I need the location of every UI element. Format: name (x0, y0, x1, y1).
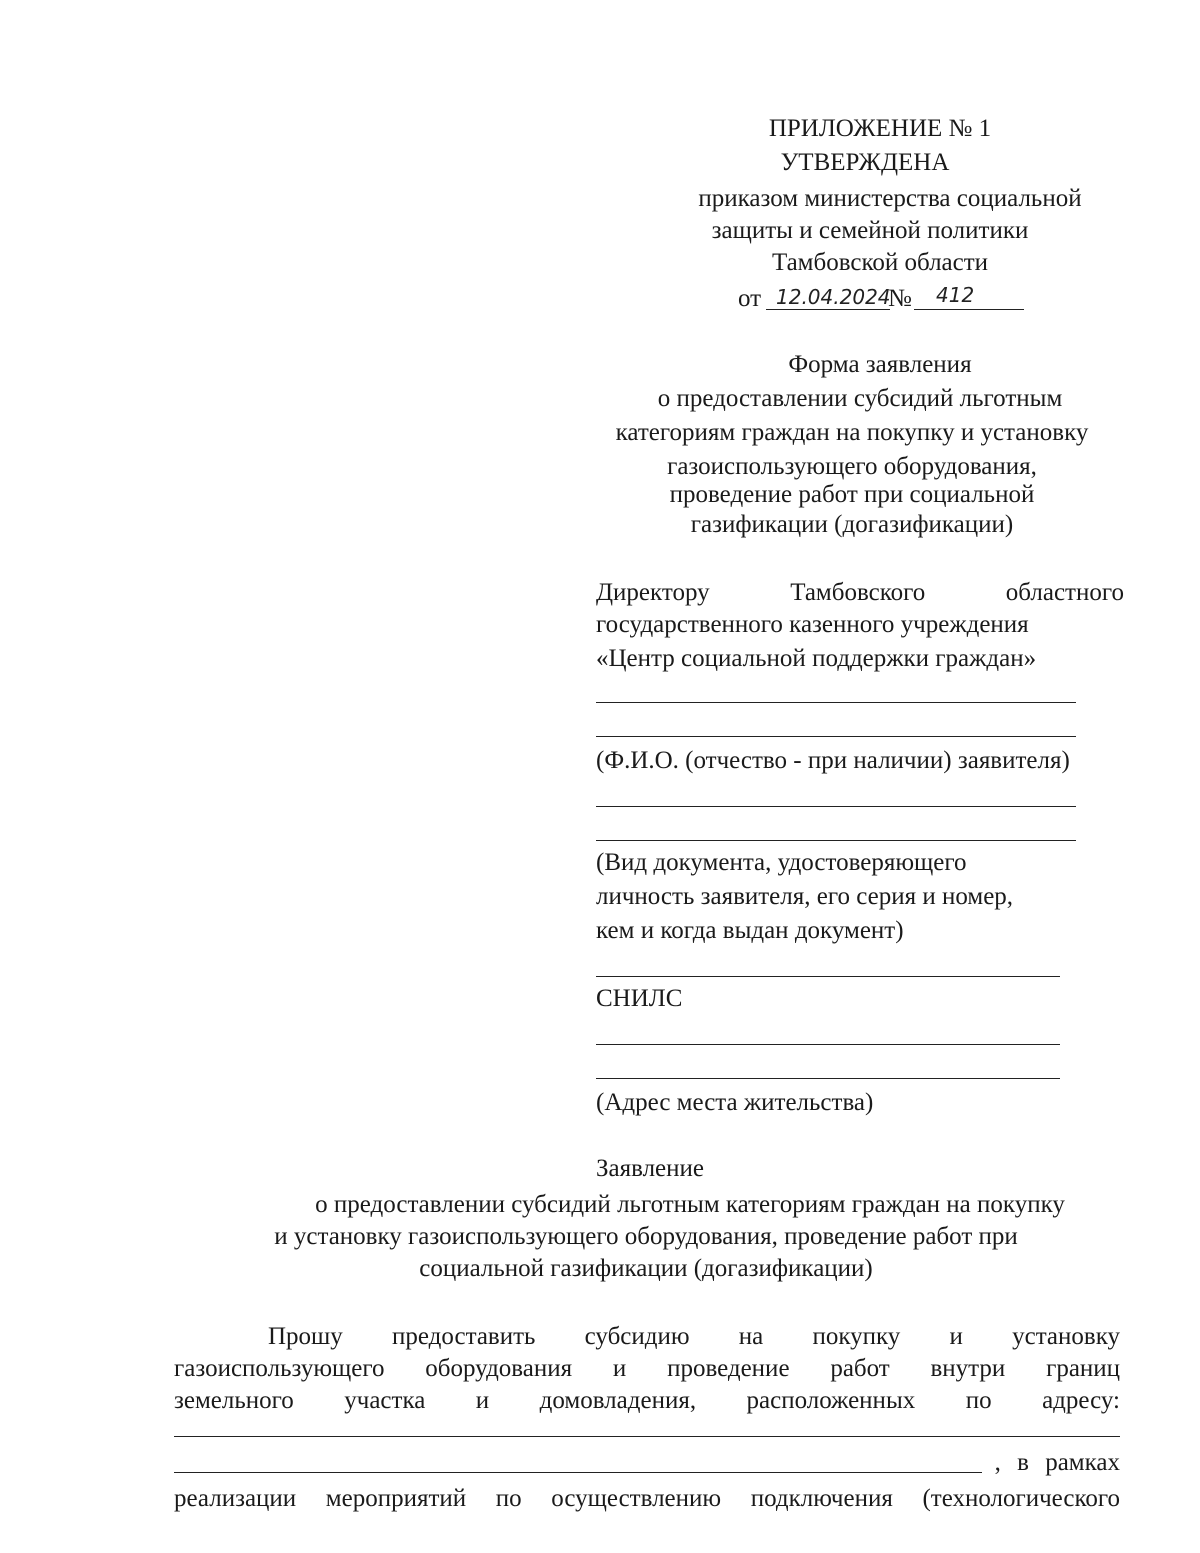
approved-label: УТВЕРЖДЕНА (780, 149, 950, 176)
form-title-line: о предоставлении субсидий льготным (657, 385, 1063, 412)
address-caption: (Адрес места жительства) (596, 1089, 874, 1116)
address-input-line[interactable] (596, 1078, 1060, 1079)
number-handwritten: 412 (936, 283, 975, 307)
addressee-line-1: Директору Тамбовского областного (596, 579, 1124, 606)
statement-heading: Заявление (595, 1155, 705, 1182)
document-caption: личность заявителя, его серия и номер, (596, 883, 1014, 910)
form-title-line: категориям граждан на покупку и установку (615, 419, 1089, 446)
snils-input-line[interactable] (596, 976, 1060, 977)
property-address-line[interactable] (174, 1472, 982, 1473)
approval-line-3: Тамбовской области (771, 249, 989, 276)
date-handwritten: 12.04.2024 (776, 285, 891, 309)
document-input-line[interactable] (596, 806, 1076, 807)
fio-input-line[interactable] (596, 736, 1076, 737)
form-title-line: Форма заявления (788, 351, 972, 378)
form-title-line: газоиспользующего оборудования, (667, 453, 1037, 480)
body-line-1: Прошу предоставить субсидию на покупку и установку (268, 1323, 1120, 1350)
approval-line-2: защиты и семейной политики (711, 217, 1029, 244)
addressee-line-2: государственного казенного учреждения (596, 611, 1029, 638)
address-input-line[interactable] (596, 1044, 1060, 1045)
body-line-6: реализации мероприятий по осуществлению подключения (технологического (174, 1485, 1121, 1512)
body-line-5-tail: , в рамках (994, 1449, 1120, 1476)
fio-input-line[interactable] (596, 702, 1076, 703)
approval-line-1: приказом министерства социальной (698, 185, 1082, 212)
document-input-line[interactable] (596, 840, 1076, 841)
date-prefix: от (738, 285, 762, 312)
form-title-line: газификации (догазификации) (690, 511, 1014, 538)
document-caption: (Вид документа, удостоверяющего (596, 849, 967, 876)
property-address-line[interactable] (174, 1436, 1120, 1437)
form-title-line: проведение работ при социальной (669, 481, 1035, 508)
snils-label: СНИЛС (596, 985, 683, 1012)
body-line-3: земельного участка и домовладения, расположенных по адресу: (174, 1387, 1120, 1414)
statement-subtitle: социальной газификации (догазификации) (419, 1255, 873, 1282)
statement-subtitle: о предоставлении субсидий льготным категориям граждан на покупку (315, 1191, 1065, 1218)
addressee-line-3: «Центр социальной поддержки граждан» (596, 645, 1037, 672)
body-line-2: газоиспользующего оборудования и проведение работ внутри границ (174, 1355, 1121, 1382)
statement-subtitle: и установку газоиспользующего оборудования, проведение работ при (274, 1223, 1018, 1250)
appendix-label: ПРИЛОЖЕНИЕ № 1 (768, 115, 992, 142)
document-caption: кем и когда выдан документ) (596, 917, 904, 944)
number-prefix: № (888, 285, 912, 312)
fio-caption: (Ф.И.О. (отчество - при наличии) заявителя) (596, 747, 1070, 774)
